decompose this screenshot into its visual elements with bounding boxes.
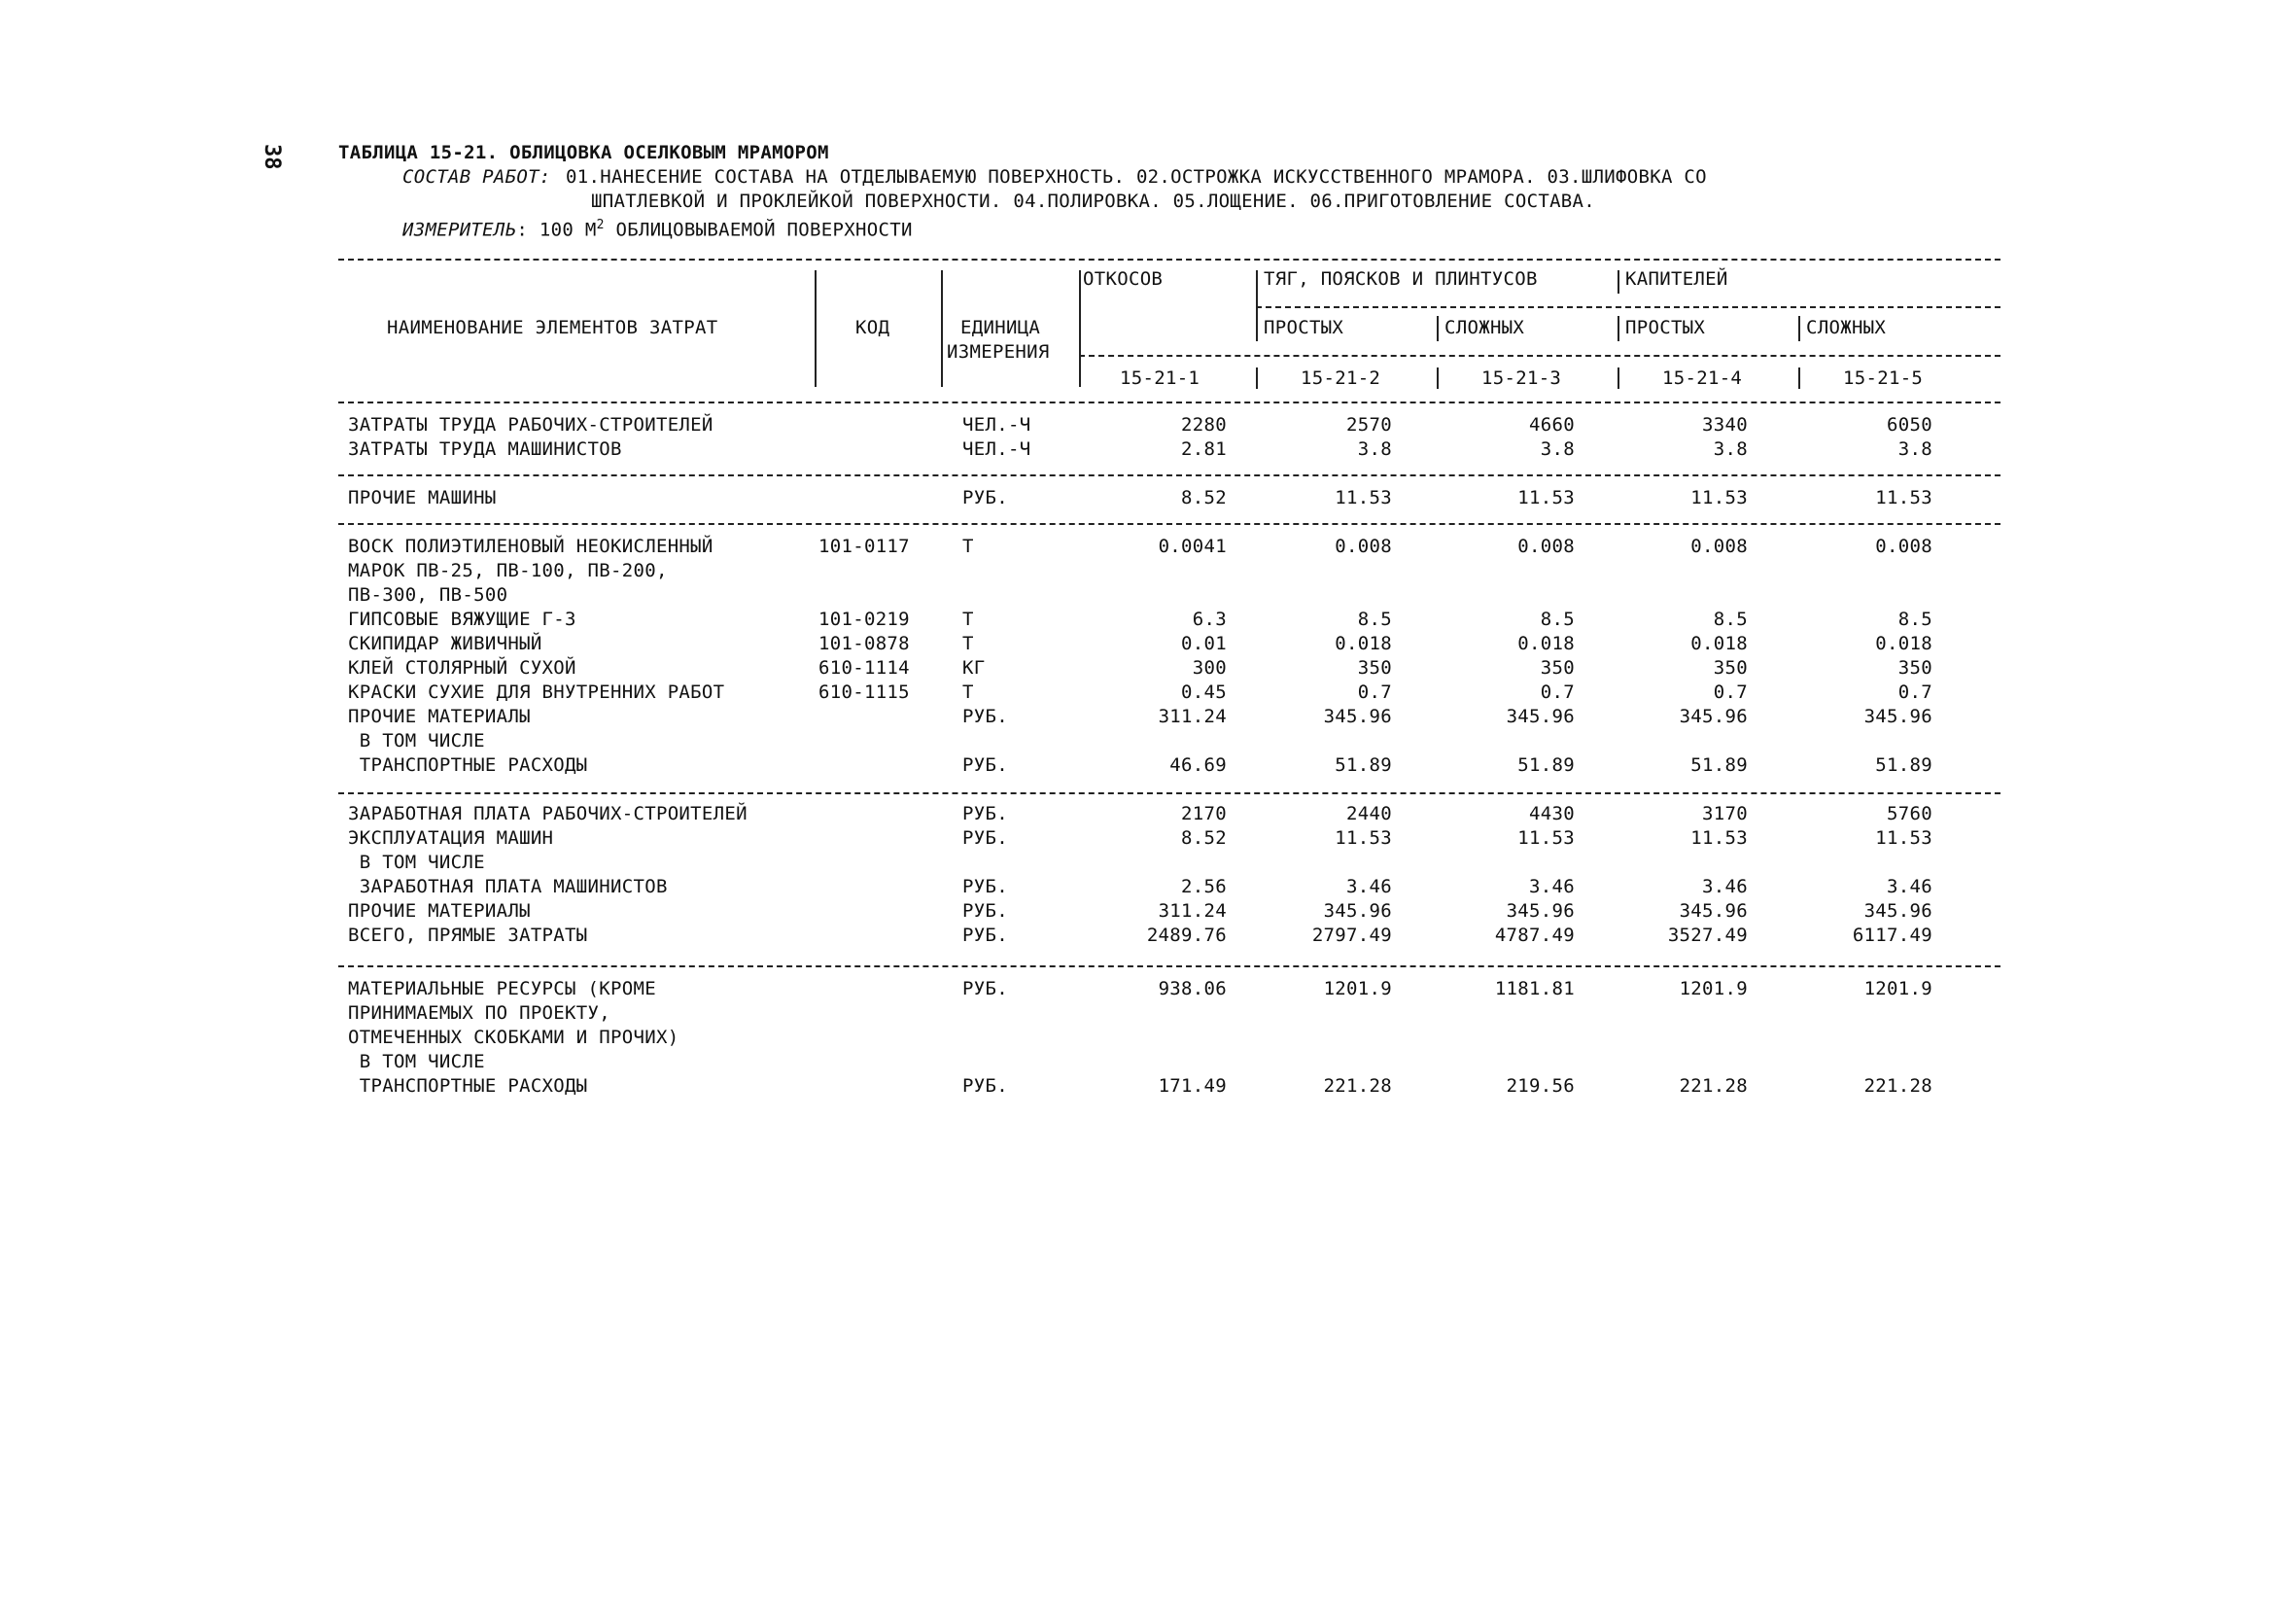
row-unit: РУБ. [962, 925, 1008, 946]
row-value-1: 311.24 [1158, 706, 1227, 727]
row-value-3: 11.53 [1517, 827, 1575, 849]
row-name: ПВ-300, ПВ-500 [348, 584, 508, 606]
meter-rest: ОБЛИЦОВЫВАЕМОЙ ПОВЕРХНОСТИ [615, 219, 913, 241]
header-simple-2: ПРОСТЫХ [1625, 317, 1706, 338]
row-unit: РУБ. [962, 754, 1008, 776]
row-unit: Т [962, 633, 974, 654]
row-value-3: 4660 [1529, 414, 1575, 436]
header-code-5: 15-21-5 [1843, 367, 1924, 389]
row-code: 101-0219 [818, 609, 910, 630]
row-code: 610-1115 [818, 682, 910, 703]
row-name: ОТМЕЧЕННЫХ СКОБКАМИ И ПРОЧИХ) [348, 1027, 679, 1048]
composition-label: СОСТАВ РАБОТ: [402, 166, 551, 188]
rule-top [338, 259, 2000, 261]
row-value-5: 345.96 [1863, 900, 1932, 922]
row-value-1: 46.69 [1169, 754, 1227, 776]
row-value-5: 3.8 [1897, 438, 1932, 460]
row-value-2: 2570 [1346, 414, 1392, 436]
row-name: ЗАРАБОТНАЯ ПЛАТА РАБОЧИХ-СТРОИТЕЛЕЙ [348, 803, 748, 824]
row-value-2: 3.8 [1357, 438, 1392, 460]
row-value-4: 3340 [1702, 414, 1748, 436]
row-value-5: 1201.9 [1863, 978, 1932, 999]
vline-code-3 [1618, 367, 1619, 389]
row-name: ТРАНСПОРТНЫЕ РАСХОДЫ [348, 1075, 588, 1097]
row-name: КРАСКИ СУХИЕ ДЛЯ ВНУТРЕННИХ РАБОТ [348, 682, 725, 703]
row-value-1: 311.24 [1158, 900, 1227, 922]
row-value-2: 221.28 [1323, 1075, 1392, 1097]
row-value-3: 4787.49 [1494, 925, 1575, 946]
vline-code [941, 270, 943, 387]
composition-line-2: ШПАТЛЕВКОЙ И ПРОКЛЕЙКОЙ ПОВЕРХНОСТИ. 04.ПОЛИРОВКА. 05.ЛОЩЕНИЕ. 06.ПРИГОТОВЛЕНИЕ СОСТАВА. [591, 191, 1596, 212]
meter-line: ИЗМЕРИТЕЛЬ: 100 $М^2$ ОБЛИЦОВЫВАЕМОЙ ПОВЕРХНОСТИ [402, 218, 913, 241]
row-value-2: 11.53 [1335, 827, 1392, 849]
vline-unit [1079, 270, 1081, 387]
row-value-4: 221.28 [1679, 1075, 1748, 1097]
row-value-5: 0.7 [1897, 682, 1932, 703]
row-value-5: 5760 [1887, 803, 1932, 824]
header-group-slopes: ОТКОСОВ [1083, 268, 1164, 290]
row-name: В ТОМ ЧИСЛЕ [348, 730, 485, 752]
row-name: ТРАНСПОРТНЫЕ РАСХОДЫ [348, 754, 588, 776]
row-value-2: 2797.49 [1311, 925, 1392, 946]
row-value-1: 0.0041 [1158, 536, 1227, 557]
row-unit: ЧЕЛ.-Ч [962, 414, 1031, 436]
row-value-5: 221.28 [1863, 1075, 1932, 1097]
row-name: ЗАТРАТЫ ТРУДА МАШИНИСТОВ [348, 438, 622, 460]
vline-code-4 [1798, 367, 1800, 389]
row-value-3: 3.46 [1529, 876, 1575, 897]
rule-header-bottom [338, 402, 2000, 403]
row-value-3: 0.7 [1540, 682, 1575, 703]
row-value-2: 0.7 [1357, 682, 1392, 703]
row-unit: Т [962, 536, 974, 557]
row-value-4: 0.7 [1713, 682, 1748, 703]
row-unit: РУБ. [962, 900, 1008, 922]
row-unit: РУБ. [962, 876, 1008, 897]
row-value-1: 0.45 [1181, 682, 1227, 703]
row-value-3: 51.89 [1517, 754, 1575, 776]
row-value-5: 6050 [1887, 414, 1932, 436]
row-value-1: 2.81 [1181, 438, 1227, 460]
row-value-1: 0.01 [1181, 633, 1227, 654]
row-value-5: 0.008 [1875, 536, 1932, 557]
table-title: ТАБЛИЦА 15-21. ОБЛИЦОВКА ОСЕЛКОВЫМ МРАМОРОМ [338, 142, 829, 163]
row-value-4: 350 [1713, 657, 1748, 679]
row-name: ГИПСОВЫЕ ВЯЖУЩИЕ Г-3 [348, 609, 576, 630]
row-value-2: 1201.9 [1323, 978, 1392, 999]
row-value-4: 3527.49 [1667, 925, 1748, 946]
row-value-2: 345.96 [1323, 900, 1392, 922]
row-unit: РУБ. [962, 827, 1008, 849]
row-value-3: 3.8 [1540, 438, 1575, 460]
row-value-2: 51.89 [1335, 754, 1392, 776]
row-code: 610-1114 [818, 657, 910, 679]
row-value-1: 6.3 [1192, 609, 1227, 630]
header-complex-1: СЛОЖНЫХ [1444, 317, 1525, 338]
vline-sub-3 [1618, 316, 1619, 341]
row-value-4: 0.018 [1690, 633, 1748, 654]
rule-2 [338, 523, 2000, 525]
row-value-1: 2489.76 [1146, 925, 1227, 946]
row-name: В ТОМ ЧИСЛЕ [348, 852, 485, 873]
composition-line-1: 01.НАНЕСЕНИЕ СОСТАВА НА ОТДЕЛЫВАЕМУЮ ПОВЕРХНОСТЬ. 02.ОСТРОЖКА ИСКУССТВЕННОГО МРАМОРА. 03.ШЛИФОВКА СО [566, 166, 1707, 188]
header-unit-line2: ИЗМЕРЕНИЯ [947, 341, 1050, 363]
vline-code-2 [1437, 367, 1439, 389]
rule-1 [338, 474, 2000, 476]
row-value-4: 1201.9 [1679, 978, 1748, 999]
vline-sub-2 [1437, 316, 1439, 341]
row-value-1: 2.56 [1181, 876, 1227, 897]
header-simple-1: ПРОСТЫХ [1264, 317, 1344, 338]
row-code: 101-0878 [818, 633, 910, 654]
row-value-3: 219.56 [1506, 1075, 1575, 1097]
row-value-3: 11.53 [1517, 487, 1575, 508]
row-value-2: 350 [1357, 657, 1392, 679]
composition-label-text: СОСТАВ РАБОТ [402, 166, 539, 188]
rule-header-groups [1256, 306, 2000, 308]
row-unit: РУБ. [962, 706, 1008, 727]
row-value-1: 8.52 [1181, 827, 1227, 849]
row-value-1: 2280 [1181, 414, 1227, 436]
row-unit: РУБ. [962, 978, 1008, 999]
row-value-3: 0.008 [1517, 536, 1575, 557]
row-value-5: 11.53 [1875, 487, 1932, 508]
row-value-5: 51.89 [1875, 754, 1932, 776]
header-group-capitals: КАПИТЕЛЕЙ [1625, 268, 1728, 290]
vline-code-1 [1256, 367, 1258, 389]
row-unit: ЧЕЛ.-Ч [962, 438, 1031, 460]
row-value-2: 345.96 [1323, 706, 1392, 727]
row-value-4: 8.5 [1713, 609, 1748, 630]
row-value-1: 2170 [1181, 803, 1227, 824]
row-value-5: 8.5 [1897, 609, 1932, 630]
row-value-2: 8.5 [1357, 609, 1392, 630]
row-unit: Т [962, 609, 974, 630]
row-name: ВСЕГО, ПРЯМЫЕ ЗАТРАТЫ [348, 925, 588, 946]
row-code: 101-0117 [818, 536, 910, 557]
row-value-4: 3.46 [1702, 876, 1748, 897]
header-name: НАИМЕНОВАНИЕ ЭЛЕМЕНТОВ ЗАТРАТ [387, 317, 718, 338]
header-group-rods: ТЯГ, ПОЯСКОВ И ПЛИНТУСОВ [1264, 268, 1538, 290]
row-value-3: 4430 [1529, 803, 1575, 824]
row-value-2: 11.53 [1335, 487, 1392, 508]
meter-value: 100 М [539, 219, 597, 241]
meter-sup: 2 [596, 218, 605, 232]
row-value-5: 350 [1897, 657, 1932, 679]
row-value-4: 11.53 [1690, 487, 1748, 508]
header-code-4: 15-21-4 [1662, 367, 1743, 389]
row-value-1: 171.49 [1158, 1075, 1227, 1097]
row-name: МАТЕРИАЛЬНЫЕ РЕСУРСЫ (КРОМЕ [348, 978, 656, 999]
row-name: МАРОК ПВ-25, ПВ-100, ПВ-200, [348, 560, 668, 581]
rule-header-sub [1079, 355, 2000, 357]
header-complex-2: СЛОЖНЫХ [1806, 317, 1887, 338]
row-name: ЗАРАБОТНАЯ ПЛАТА МАШИНИСТОВ [348, 876, 668, 897]
row-value-4: 0.008 [1690, 536, 1748, 557]
row-name: ВОСК ПОЛИЭТИЛЕНОВЫЙ НЕОКИСЛЕННЫЙ [348, 536, 713, 557]
row-value-3: 8.5 [1540, 609, 1575, 630]
row-name: КЛЕЙ СТОЛЯРНЫЙ СУХОЙ [348, 657, 576, 679]
header-code-3: 15-21-3 [1481, 367, 1562, 389]
row-name: СКИПИДАР ЖИВИЧНЫЙ [348, 633, 542, 654]
row-value-3: 1181.81 [1494, 978, 1575, 999]
row-name: В ТОМ ЧИСЛЕ [348, 1051, 485, 1072]
row-value-3: 350 [1540, 657, 1575, 679]
row-unit: РУБ. [962, 803, 1008, 824]
row-value-1: 8.52 [1181, 487, 1227, 508]
row-value-4: 345.96 [1679, 900, 1748, 922]
row-name: ПРОЧИЕ МАТЕРИАЛЫ [348, 900, 531, 922]
row-unit: РУБ. [962, 1075, 1008, 1097]
row-value-1: 300 [1192, 657, 1227, 679]
header-code: КОД [855, 317, 890, 338]
vline-sub-4 [1798, 316, 1800, 341]
row-value-4: 11.53 [1690, 827, 1748, 849]
row-name: ПРИНИМАЕМЫХ ПО ПРОЕКТУ, [348, 1002, 610, 1024]
header-unit-line1: ЕДИНИЦА [960, 317, 1041, 338]
row-value-5: 11.53 [1875, 827, 1932, 849]
meter-label: ИЗМЕРИТЕЛЬ [402, 219, 517, 241]
row-unit: РУБ. [962, 487, 1008, 508]
row-value-2: 0.018 [1335, 633, 1392, 654]
rule-3 [338, 792, 2000, 794]
row-value-4: 3170 [1702, 803, 1748, 824]
page-number: 38 [260, 144, 284, 170]
row-name: ЗАТРАТЫ ТРУДА РАБОЧИХ-СТРОИТЕЛЕЙ [348, 414, 713, 436]
row-value-2: 2440 [1346, 803, 1392, 824]
row-value-3: 0.018 [1517, 633, 1575, 654]
row-value-5: 345.96 [1863, 706, 1932, 727]
row-name: ЭКСПЛУАТАЦИЯ МАШИН [348, 827, 554, 849]
row-value-5: 3.46 [1887, 876, 1932, 897]
row-value-4: 3.8 [1713, 438, 1748, 460]
rule-4 [338, 965, 2000, 967]
header-code-2: 15-21-2 [1301, 367, 1381, 389]
row-value-3: 345.96 [1506, 900, 1575, 922]
row-unit: Т [962, 682, 974, 703]
row-value-4: 345.96 [1679, 706, 1748, 727]
row-value-2: 0.008 [1335, 536, 1392, 557]
row-value-4: 51.89 [1690, 754, 1748, 776]
header-code-1: 15-21-1 [1120, 367, 1200, 389]
vline-group-2 [1618, 270, 1619, 294]
vline-sub-1 [1256, 316, 1258, 341]
row-unit: КГ [962, 657, 986, 679]
row-value-5: 6117.49 [1852, 925, 1932, 946]
row-name: ПРОЧИЕ МАШИНЫ [348, 487, 497, 508]
row-value-1: 938.06 [1158, 978, 1227, 999]
row-name: ПРОЧИЕ МАТЕРИАЛЫ [348, 706, 531, 727]
row-value-2: 3.46 [1346, 876, 1392, 897]
vline-name [815, 270, 817, 387]
row-value-5: 0.018 [1875, 633, 1932, 654]
row-value-3: 345.96 [1506, 706, 1575, 727]
